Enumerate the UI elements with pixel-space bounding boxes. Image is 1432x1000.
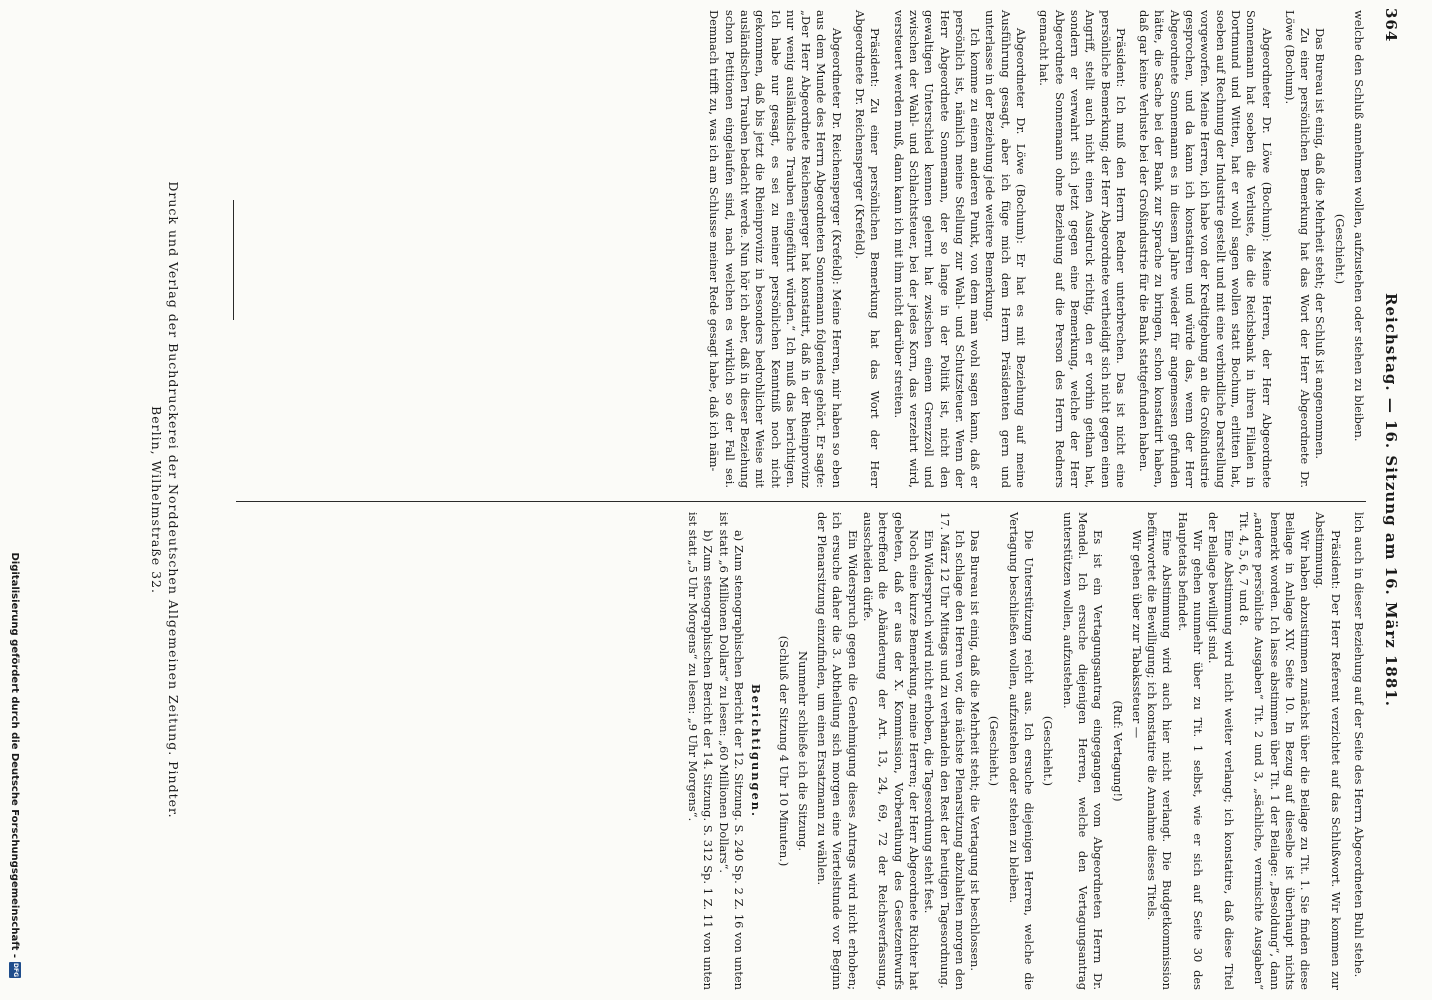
paragraph: welche den Schluß annehmen wollen, aufzustehen oder stehen zu bleiben. (1352, 10, 1366, 442)
speech-paragraph: Präsident: Zu einer persönlichen Bemerkung hat das Wort der Herr Abgeordnete Dr. Reichensperger (Krefeld). (853, 10, 883, 488)
paragraph: Noch eine kurze Bemerkung, meine Herren; der Herr Abgeordnete Richter hat gebeten, daß er aus der X. Kommission, Vorberathung des Gesetzentwurfs betreffend die Abänderung der Art. 13, 24, 69, 72 der Reichsverfassung, ausscheiden dürfe. (861, 512, 921, 990)
paragraph: Ich schlage den Herren vor, die nächste Plenarsitzung abzuhalten morgen den 17. März 12 Uhr Mittags und zu verhandeln den Rest der heutigen Tagesordnung. (937, 512, 967, 990)
session-close-note: (Schluß der Sitzung 4 Uhr 10 Minuten.) (776, 635, 791, 867)
paragraph: Es ist ein Vertagungsantrag eingegangen vom Abgeordneten Herrn Dr. Mendel. Ich ersuche diejenigen Herren, welche den Vertagungsantrag unterstützen wollen, aufzustehen. (1060, 512, 1106, 990)
corrections-heading: Berichtigungen. (749, 684, 764, 818)
running-head (1374, 8, 1404, 992)
dfg-logo-icon: DFG (9, 962, 21, 978)
left-column (706, 10, 1366, 488)
stage-direction: (Geschieht.) (1332, 213, 1347, 285)
column-divider (236, 501, 1366, 502)
paragraph: Die Unterstützung reicht aus. Ich ersuche diejenigen Herren, welche die Vertagung beschließen wollen, aufzustehen oder stehen zu bleiben. (1006, 512, 1037, 990)
paragraph: Ein Widerspruch gegen die Genehmigung dieses Antrags wird nicht erhoben; ich ersuche daher die 3. Abtheilung sich morgen eine Viertelstunde vor Beginn der Plenarsitzung einzufinden, um einen Ersatzmann zu wählen. (815, 512, 860, 990)
paragraph: Wir gehen nunmehr über zu Tit. 1 selbst, wie er sich auf Seite 30 des Hauptetats befindet. (1175, 512, 1206, 990)
right-column (685, 512, 1366, 990)
page-number: 364 (1382, 8, 1400, 43)
imprint-line: Berlin, Wilhelmstraße 32. (149, 406, 164, 594)
speech-paragraph: Abgeordneter Dr. Löwe (Bochum): Meine Herren, der Herr Abgeordnete Sonnemann hat soeben die Verluste, die die Reichsbank in ihren Filialen in Dortmund und Witten, hat er wohl sagen wollen statt Bochum, erlitten hat, soeben auf Rechnung der Industrie gestellt und mit eine verbindliche Darstellung vorgeworfen. Meine Herren, ich habe von der Kreditgebung an die Großindustrie gesprochen, und da kann ich konstatiren und würde das, wenn der Herr Abgeordnete Sonnemann es in diesem Jahre wieder für angemessen gefunden hätte, die Sache bei der Bank zur Sprache zu bringen, schon konstatirt haben, daß gar keine Verluste bei der Großindustrie für die Bank stattgefunden haben. (1137, 10, 1274, 488)
stage-direction: (Geschieht.) (1041, 715, 1056, 787)
digitization-note (4, 0, 26, 1000)
speech-paragraph: Abgeordneter Dr. Reichensperger (Krefeld): Meine Herren, mir haben so eben aus dem Munde des Herrn Abgeordneten Sonnemann folgendes gehört. Er sagte: „Der Herr Abgeordnete Reichensperger hat konstatirt, daß in der Rheinprovinz nur wenig ausländische Trauben eingeführt würden.“ Ich muß das berichtigen. Ich habe nur gesagt, es sei zu meiner persönlichen Kenntniß noch nicht gekommen, daß bis jetzt die Rheinprovinz in besonders bedrohlicher Weise mit ausländischen Trauben bedacht werde. Nun hör ich aber, daß in dieser Beziehung schon Petitionen eingelaufen sind, nach welchen es wirklich so der Fall sei. Demnach trifft zu, was ich am Schlusse meiner Rede gesagt habe, daß ich näm- (707, 10, 844, 488)
paragraph: lich auch in dieser Beziehung auf der Seite des Herrn Abgeordneten Buhl stehe. (1352, 512, 1366, 978)
speech-paragraph: Präsident: Der Herr Referent verzichtet auf das Schlußwort. Wir kommen zur Abstimmung. (1313, 512, 1343, 990)
paragraph: Ich komme zu einem anderen Punkt, von dem man wohl sagen kann, daß er persönlich ist, nämlich meine Stellung zur Wahl- und Schutzsteuer. Wenn der Herr Abgeordnete Sonnemann, der so lange in der Politik ist, nicht den gewaltigen Unterschied kennen gelernt hat zwischen einem Grenzzoll und zwischen der Wahl- und Schlachtsteuer, bei der jedes Korn, das verzehrt wird, versteuert werden muß, dann kann ich mit ihm nicht darüber streiten. (891, 10, 983, 488)
stage-direction: (Geschieht.) (987, 715, 1002, 787)
paragraph: Ein Widerspruch wird nicht erhoben, die Tagesordnung steht fest. (922, 530, 937, 914)
end-rule (233, 200, 234, 320)
imprint-line: Druck und Verlag der Buchdruckerei der Norddeutschen Allgemeinen Zeitung. Pindter. (166, 181, 181, 819)
paragraph: Zu einer persönlichen Bemerkung hat das Wort der Herr Abgeordnete Dr. Löwe (Bochum). (1282, 10, 1313, 488)
paragraph: Das Bureau ist einig, daß die Mehrheit steht; die Vertagung ist beschlossen. (968, 530, 983, 971)
paragraph: Eine Abstimmung wird nicht weiter verlangt; ich konstatire, daß diese Titel der Beilage bewilligt sind. (1206, 512, 1236, 990)
speech-paragraph: Abgeordneter Dr. Löwe (Bochum): Er hat es mit Beziehung auf meine Ausführung gesagt, aber ich füge mich dem Herrn Präsidenten gern und unterlasse in der Beziehung jede weitere Bemerkung. (983, 10, 1029, 488)
speech-paragraph: Präsident: Ich muß den Herrn Redner unterbrechen. Das ist nicht eine persönliche Bemerkung; der Herr Abgeordnete vertheidigt sich nicht gegen einen Angriff, stellt auch nicht einen Ausdruck richtig, den er vorhin gethan hat, sondern er verwahrt sich jetzt gegen eine Bemerkung, welche der Herr Abgeordnete Sonnemann ohne Beziehung auf die Person des Herrn Redners gemacht hat. (1037, 10, 1128, 488)
paragraph: Eine Abstimmung wird auch hier nicht verlangt. Die Budgetkommission befürwortet die Bewilligung; ich konstatire die Annahme dieses Titels. (1145, 512, 1175, 990)
stage-direction: (Ruf: Vertagung!) (1110, 700, 1125, 802)
paragraph: Wir haben abzustimmen zunächst über die Beilage zu Tit. 1. Sie finden diese Beilage in Anlage XIV. Seite 10. In Bezug auf dieselbe ist überhaupt nichts bemerkt worden. Ich lasse abstimmen über Tit. 1 der Beilage: „Besoldung“, dann „andere persönliche Ausgaben“ Tit. 2 und 3, „sächliche, vermischte Ausgaben“ Tit. 4, 5, 6, 7 und 8. (1236, 512, 1313, 990)
correction-item: b) Zum stenographischen Bericht der 14. Sitzung. S. 312 Sp. 1 Z. 11 von unten ist statt „5 Uhr Morgens“ zu lesen: „9 Uhr Morgens“. (686, 512, 716, 990)
correction-item: a) Zum stenographischen Bericht der 12. Sitzung. S. 240 Sp. 2 Z. 16 von unten ist statt „6 Millionen Dollars“ zu lesen: „60 Millionen Dollars“. (716, 512, 747, 990)
digitization-text: Digitalisierung gefördert durch die Deutsche Forschungsgemeinschaft - (9, 552, 21, 958)
paragraph: Nunmehr schließe ich die Sitzung. (795, 650, 810, 852)
header-title: Reichstag. — 16. Sitzung am 16. März 1881. (1382, 293, 1400, 707)
imprint (148, 0, 182, 1000)
paragraph: Wir gehen über zur Tabakssteuer — (1129, 530, 1144, 739)
paragraph: Das Bureau ist einig, daß die Mehrheit steht; der Schluß ist angenommen. (1313, 28, 1328, 460)
